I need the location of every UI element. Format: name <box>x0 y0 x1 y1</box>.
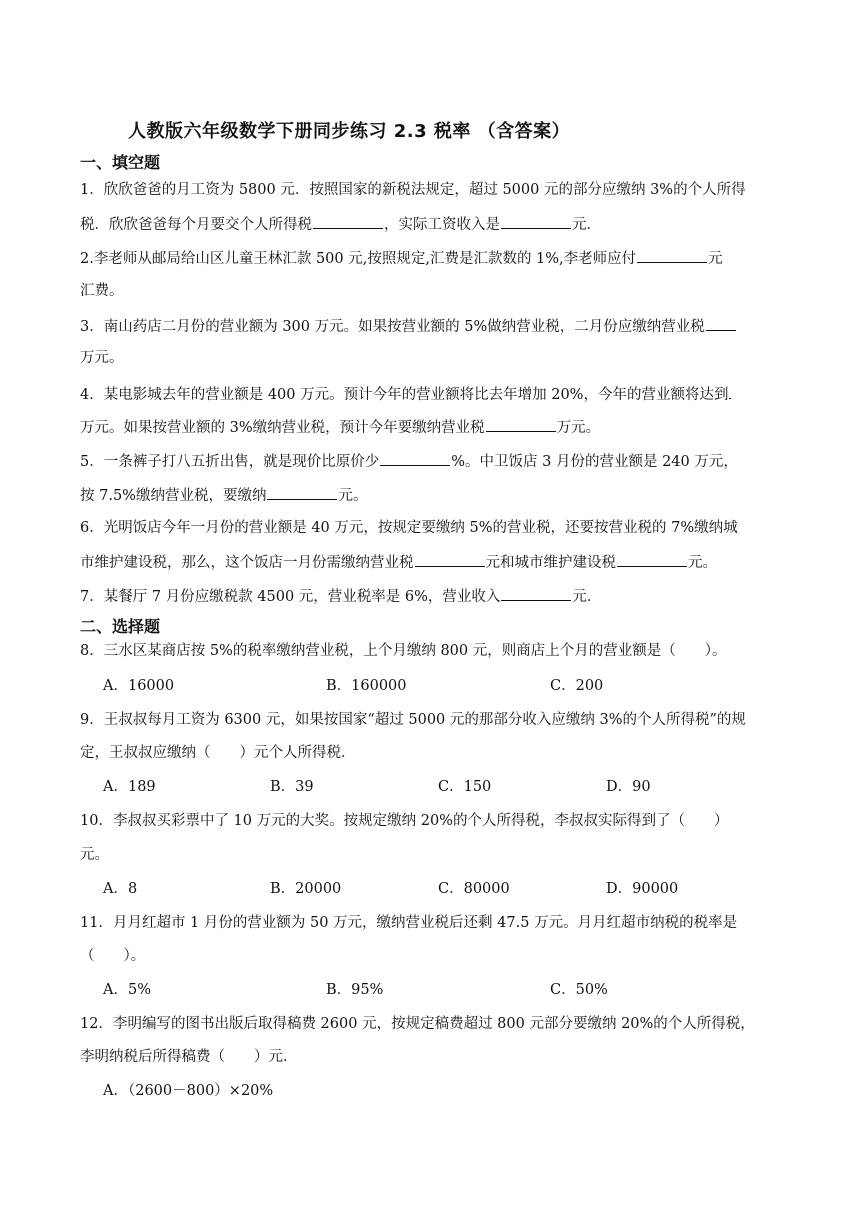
q9-line-2: 定，王叔叔应缴纳（ ）元个人所得税． <box>80 745 356 761</box>
q11-option-a[interactable]: A．5% <box>103 982 151 998</box>
document-title: 人教版六年级数学下册同步练习 2.3 税率 （含答案） <box>128 121 571 142</box>
q11-option-c[interactable]: C．50% <box>550 982 608 998</box>
q12-line-1: 12．李明编写的图书出版后取得稿费 2600 元，按规定稿费超过 800 元部分要缴纳 20%的个人所得税， <box>80 1016 755 1032</box>
q3-blank[interactable] <box>706 315 736 331</box>
q4-line-1: 4．某电影城去年的营业额是 400 万元。预计今年的营业额将比去年增加 20%，今年的营业额将达到 <box>80 383 780 405</box>
section-fill-in: 一、填空题 <box>80 153 161 172</box>
q9-option-c[interactable]: C．150 <box>438 779 492 795</box>
q4-blank-1[interactable] <box>729 383 731 399</box>
q8-option-b[interactable]: B．160000 <box>326 678 407 694</box>
q12-option-a[interactable]: A．（2600－800）×20% <box>103 1083 274 1099</box>
q5-blank-2[interactable] <box>267 484 337 500</box>
q6-blank-2[interactable] <box>617 551 687 567</box>
q10-option-a[interactable]: A．8 <box>103 881 138 897</box>
q9-line-1: 9．王叔叔每月工资为 6300 元，如果按国家“超过 5000 元的那部分收入应缴纳 3%的个人所得税”的规 <box>80 712 746 728</box>
q10-line-2: 元。 <box>80 847 109 863</box>
q10-option-b[interactable]: B．20000 <box>270 881 342 897</box>
q4-line-2: 万元。如果按营业额的 3%缴纳营业税，预计今年要缴纳营业税 万元。 <box>80 416 780 438</box>
q7-blank[interactable] <box>501 585 571 601</box>
q2-line-1: 2.李老师从邮局给山区儿童王林汇款 500 元,按照规定,汇费是汇款数的 1%,李老师应付 元 <box>80 247 780 269</box>
q10-option-c[interactable]: C．80000 <box>438 881 510 897</box>
q9-option-a[interactable]: A．189 <box>103 779 156 795</box>
q1-blank-2[interactable] <box>501 213 571 229</box>
q9-option-d[interactable]: D．90 <box>606 779 651 795</box>
q1-line-1: 1．欣欣爸爸的月工资为 5800 元．按照国家的新税法规定，超过 5000 元的部分应缴纳 3%的个人所得 <box>80 182 746 198</box>
q11-line-1: 11．月月红超市 1 月份的营业额为 50 万元，缴纳营业税后还剩 47.5 万元。月月红超市纳税的税率是 <box>80 915 738 931</box>
q5-line-2: 按 7.5%缴纳营业税，要缴纳 元。 <box>80 484 780 506</box>
q11-option-b[interactable]: B．95% <box>326 982 384 998</box>
q3-line-2: 万元。 <box>80 350 124 366</box>
q3-line-1: 3．南山药店二月份的营业额为 300 万元。如果按营业额的 5%做纳营业税，二月份应缴纳营业税 <box>80 315 780 337</box>
q9-option-b[interactable]: B．39 <box>270 779 314 795</box>
q8-stem: 8．三水区某商店按 5%的税率缴纳营业税，上个月缴纳 800 元，则商店上个月的营业额是（ ）。 <box>80 643 727 659</box>
q1-line-2: 税．欣欣爸爸每个月要交个人所得税 ，实际工资收入是 元． <box>80 213 780 235</box>
q1-blank-1[interactable] <box>313 213 383 229</box>
q6-blank-1[interactable] <box>415 551 485 567</box>
q5-blank-1[interactable] <box>380 450 450 466</box>
q7-line-1: 7．某餐厅 7 月份应缴税款 4500 元，营业税率是 6%，营业收入 元． <box>80 585 780 607</box>
q2-line-2: 汇费。 <box>80 283 124 299</box>
q10-line-1: 10．李叔叔买彩票中了 10 万元的大奖。按规定缴纳 20%的个人所得税，李叔叔实际得到了（ ） <box>80 813 729 829</box>
q4-blank-2[interactable] <box>486 416 556 432</box>
q5-line-1: 5．一条裤子打八五折出售，就是现价比原价少 %。中卫饭店 3 月份的营业额是 240 万元， <box>80 450 780 472</box>
q11-line-2: （ ）。 <box>80 948 146 964</box>
q8-option-a[interactable]: A．16000 <box>103 678 175 694</box>
section-choice: 二、选择题 <box>80 617 161 636</box>
q6-line-2: 市维护建设税，那么，这个饭店一月份需缴纳营业税 元和城市维护建设税 元。 <box>80 551 780 573</box>
q10-option-d[interactable]: D．90000 <box>606 881 679 897</box>
q8-option-c[interactable]: C．200 <box>550 678 604 694</box>
q6-line-1: 6．光明饭店今年一月份的营业额是 40 万元，按规定要缴纳 5%的营业税，还要按营业税的 7%缴纳城 <box>80 520 738 536</box>
q12-line-2: 李明纳税后所得稿费（ ）元． <box>80 1049 298 1065</box>
q2-blank[interactable] <box>637 247 707 263</box>
